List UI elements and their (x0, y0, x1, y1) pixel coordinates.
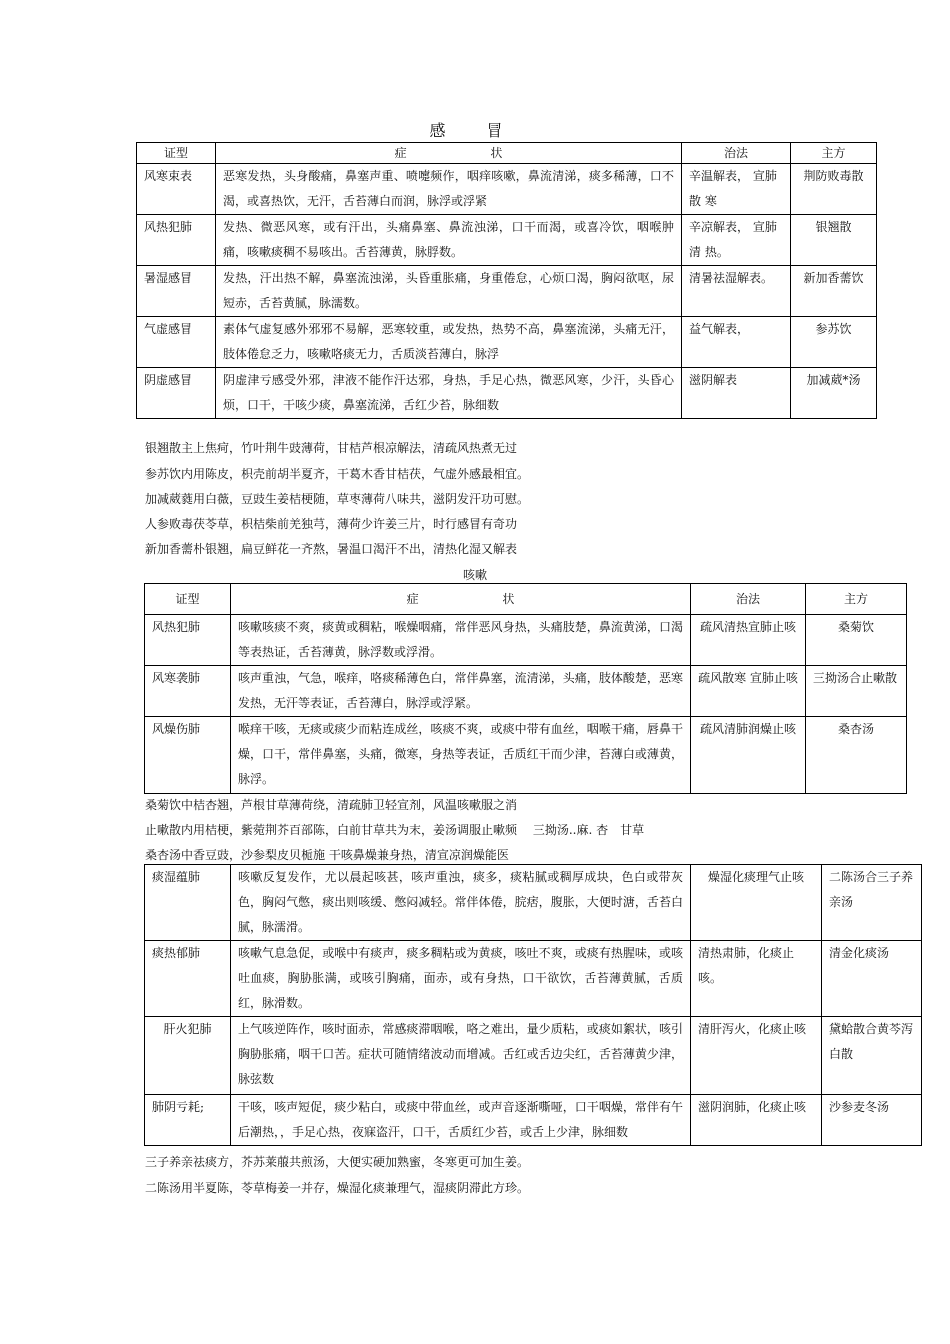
row-formula: 黛蛤散合黄芩泻白散 (822, 1017, 922, 1095)
row-symptoms: 阴虚津亏感受外邪，津液不能作汗达邪，身热，手足心热，微恶风寒，少汗，头昏心烦，口干，干咳少痰，鼻塞流涕，舌红少苔，脉细数 (216, 368, 682, 419)
row-method: 燥湿化痰理气止咳 (691, 865, 822, 941)
row-method: 清热肃肺，化痰止咳。 (691, 941, 822, 1017)
table-row (145, 865, 922, 941)
verse-line: 三子养亲祛痰方，芥苏莱菔共煎汤，大便实硬加熟蜜，冬寒更可加生姜。 (145, 1155, 530, 1169)
row-symptoms: 咳声重浊，气急，喉痒，咯痰稀薄色白，常伴鼻塞，流清涕，头痛，肢体酸楚，恶寒发热，无汗等表证，舌苔薄白，脉浮或浮紧。 (231, 666, 691, 717)
row-method: 清肝泻火，化痰止咳 (691, 1017, 822, 1095)
verse-line: 新加香薷朴银翘，扁豆鲜花一齐熬，暑温口渴汗不出，清热化湿又解表 (145, 542, 518, 556)
table-row (137, 368, 877, 419)
row-formula: 三拗汤合止嗽散 (806, 666, 907, 717)
row-type: 风寒袭肺 (145, 666, 231, 717)
row-method: 滋阴润肺，化痰止咳 (691, 1095, 822, 1146)
table-header-row (137, 143, 877, 164)
row-formula: 桑菊饮 (806, 615, 907, 666)
verse-line: 二陈汤用半夏陈，苓草梅姜一并存，燥湿化痰兼理气，湿痰阴滞此方珍。 (145, 1181, 530, 1195)
header-symptoms: 症 状 (231, 584, 691, 615)
row-symptoms: 上气咳逆阵作，咳时面赤，常感痰滞咽喉，咯之难出，量少质粘，或痰如絮状，咳引胸胁胀痛，咽干口苦。症状可随情绪波动而增减。舌红或舌边尖红，舌苔薄黄少津，脉弦数 (231, 1017, 691, 1095)
row-type: 痰湿蕴肺 (145, 865, 231, 941)
row-type: 阴虚感冒 (137, 368, 216, 419)
cold-title: 感 冒 (429, 121, 521, 140)
row-formula: 桑杏汤 (806, 717, 907, 794)
table-row (145, 717, 907, 794)
verse-line: 桑菊饮中桔杏翘，芦根甘草薄荷绕，清疏肺卫轻宣剂，风温咳嗽服之消 (145, 798, 518, 812)
table-row (145, 615, 907, 666)
row-type: 痰热郁肺 (145, 941, 231, 1017)
row-formula: 加减葳*汤 (791, 368, 877, 419)
header-type: 证型 (137, 143, 216, 164)
row-method: 辛凉解表， 宣肺 清 热。 (682, 215, 791, 266)
row-symptoms: 素体气虚复感外邪邪不易解，恶寒较重，或发热，热势不高，鼻塞流涕，头痛无汗，肢体倦怠乏力，咳嗽咯痰无力，舌质淡苔薄白，脉浮 (216, 317, 682, 368)
table-header-row (145, 584, 907, 615)
cough-table (144, 583, 907, 794)
row-symptoms: 恶寒发热，头身酸痛，鼻塞声重、喷嚏频作，咽痒咳嗽，鼻流清涕，痰多稀薄，口不渴，或喜热饮，无汗，舌苔薄白而润，脉浮或浮紧 (216, 164, 682, 215)
row-type: 肺阴亏耗; (145, 1095, 231, 1146)
row-formula: 新加香薷饮 (791, 266, 877, 317)
header-type: 证型 (145, 584, 231, 615)
table-row (137, 317, 877, 368)
cold-table (136, 142, 877, 419)
row-formula: 参苏饮 (791, 317, 877, 368)
row-formula: 二陈汤合三子养亲汤 (822, 865, 922, 941)
row-method: 辛温解表， 宣肺 散 寒 (682, 164, 791, 215)
row-symptoms: 发热、微恶风寒，或有汗出，头痛鼻塞、鼻流浊涕，口干而渴，或喜冷饮，咽喉肿痛，咳嗽痰稠不易咳出。舌苔薄黄，脉脬数。 (216, 215, 682, 266)
verse-line: 止嗽散内用桔梗，紫菀荆芥百部陈，白前甘草共为末，姜汤调服止嗽频 三拗汤..麻. 杏 甘草 (145, 823, 645, 837)
row-method: 滋阴解表 (682, 368, 791, 419)
header-formula: 主方 (806, 584, 907, 615)
row-method: 疏风清热宣肺止咳 (691, 615, 806, 666)
row-type: 风热犯肺 (137, 215, 216, 266)
header-formula: 主方 (791, 143, 877, 164)
row-symptoms: 咳嗽气息急促，或喉中有痰声，痰多稠粘或为黄痰，咳吐不爽，或痰有热腥味，或咳吐血痰，胸胁胀满，或咳引胸痛，面赤，或有身热，口干欲饮，舌苔薄黄腻，舌质红，脉滑数。 (231, 941, 691, 1017)
row-symptoms: 咳嗽咳痰不爽，痰黄或稠粘，喉燥咽痛，常伴恶风身热，头痛肢楚，鼻流黄涕，口渴等表热证，舌苔薄黄，脉浮数或浮滑。 (231, 615, 691, 666)
row-type: 气虚感冒 (137, 317, 216, 368)
row-type: 风燥伤肺 (145, 717, 231, 794)
row-symptoms: 喉痒干咳，无痰或痰少而粘连成丝，咳痰不爽，或痰中带有血丝，咽喉干痛，唇鼻干燥，口干，常伴鼻塞，头痛，微寒，身热等表证，舌质红干而少津，苔薄白或薄黄，脉浮。 (231, 717, 691, 794)
table-row (137, 164, 877, 215)
table-row (145, 666, 907, 717)
row-method: 益气解表， (682, 317, 791, 368)
verse-line: 银翘散主上焦疴，竹叶荆牛豉薄荷，甘桔芦根凉解法，清疏风热煮无过 (145, 441, 518, 455)
verse-line: 加减葳蕤用白薇，豆豉生姜桔梗随，草枣薄荷八味共，滋阴发汗功可慰。 (145, 492, 530, 506)
cough-table-continued (144, 864, 922, 1146)
row-method: 疏风清肺润燥止咳 (691, 717, 806, 794)
table-row (145, 941, 922, 1017)
row-type: 风寒束表 (137, 164, 216, 215)
row-method: 疏风散寒 宣肺止咳 (691, 666, 806, 717)
header-method: 治法 (691, 584, 806, 615)
table-row (137, 215, 877, 266)
row-symptoms: 咳嗽反复发作，尤以晨起咳甚，咳声重浊，痰多，痰粘腻或稠厚成块，色白或带灰色，胸闷气憋，痰出则咳缓、憋闷减轻。常伴体倦，脘痞，腹胀，大便时溏，舌苔白腻，脉濡滑。 (231, 865, 691, 941)
table-row (145, 1017, 922, 1095)
verse-line: 桑杏汤中香豆豉，沙参梨皮贝栀施 干咳鼻燥兼身热，清宣凉润燥能医 (145, 848, 509, 862)
row-type: 风热犯肺 (145, 615, 231, 666)
row-formula: 荆防败毒散 (791, 164, 877, 215)
row-method: 清暑祛湿解表。 (682, 266, 791, 317)
table-row (137, 266, 877, 317)
row-type: 暑湿感冒 (137, 266, 216, 317)
row-formula: 清金化痰汤 (822, 941, 922, 1017)
header-method: 治法 (682, 143, 791, 164)
row-formula: 沙参麦冬汤 (822, 1095, 922, 1146)
table-row (145, 1095, 922, 1146)
row-formula: 银翘散 (791, 215, 877, 266)
verse-line: 人参败毒茯苓草，枳桔柴前羌独芎，薄荷少许姜三片，时行感冒有奇功 (145, 517, 518, 531)
cough-title: 咳嗽 (462, 568, 487, 582)
row-type: 肝火犯肺 (145, 1017, 231, 1095)
row-symptoms: 发热，汗出热不解，鼻塞流浊涕，头昏重胀痛，身重倦怠，心烦口渴，胸闷欲呕，尿短赤，舌苔黄腻，脉濡数。 (216, 266, 682, 317)
header-symptoms: 症 状 (216, 143, 682, 164)
verse-line: 参苏饮内用陈皮，枳壳前胡半夏齐，干葛木香甘桔茯，气虚外感最相宜。 (145, 467, 530, 481)
row-symptoms: 干咳，咳声短促，痰少粘白，或痰中带血丝，或声音逐渐嘶哑，口干咽燥，常伴有午后潮热，，手足心热，夜寐盗汗，口干，舌质红少苔，或舌上少津，脉细数 (231, 1095, 691, 1146)
